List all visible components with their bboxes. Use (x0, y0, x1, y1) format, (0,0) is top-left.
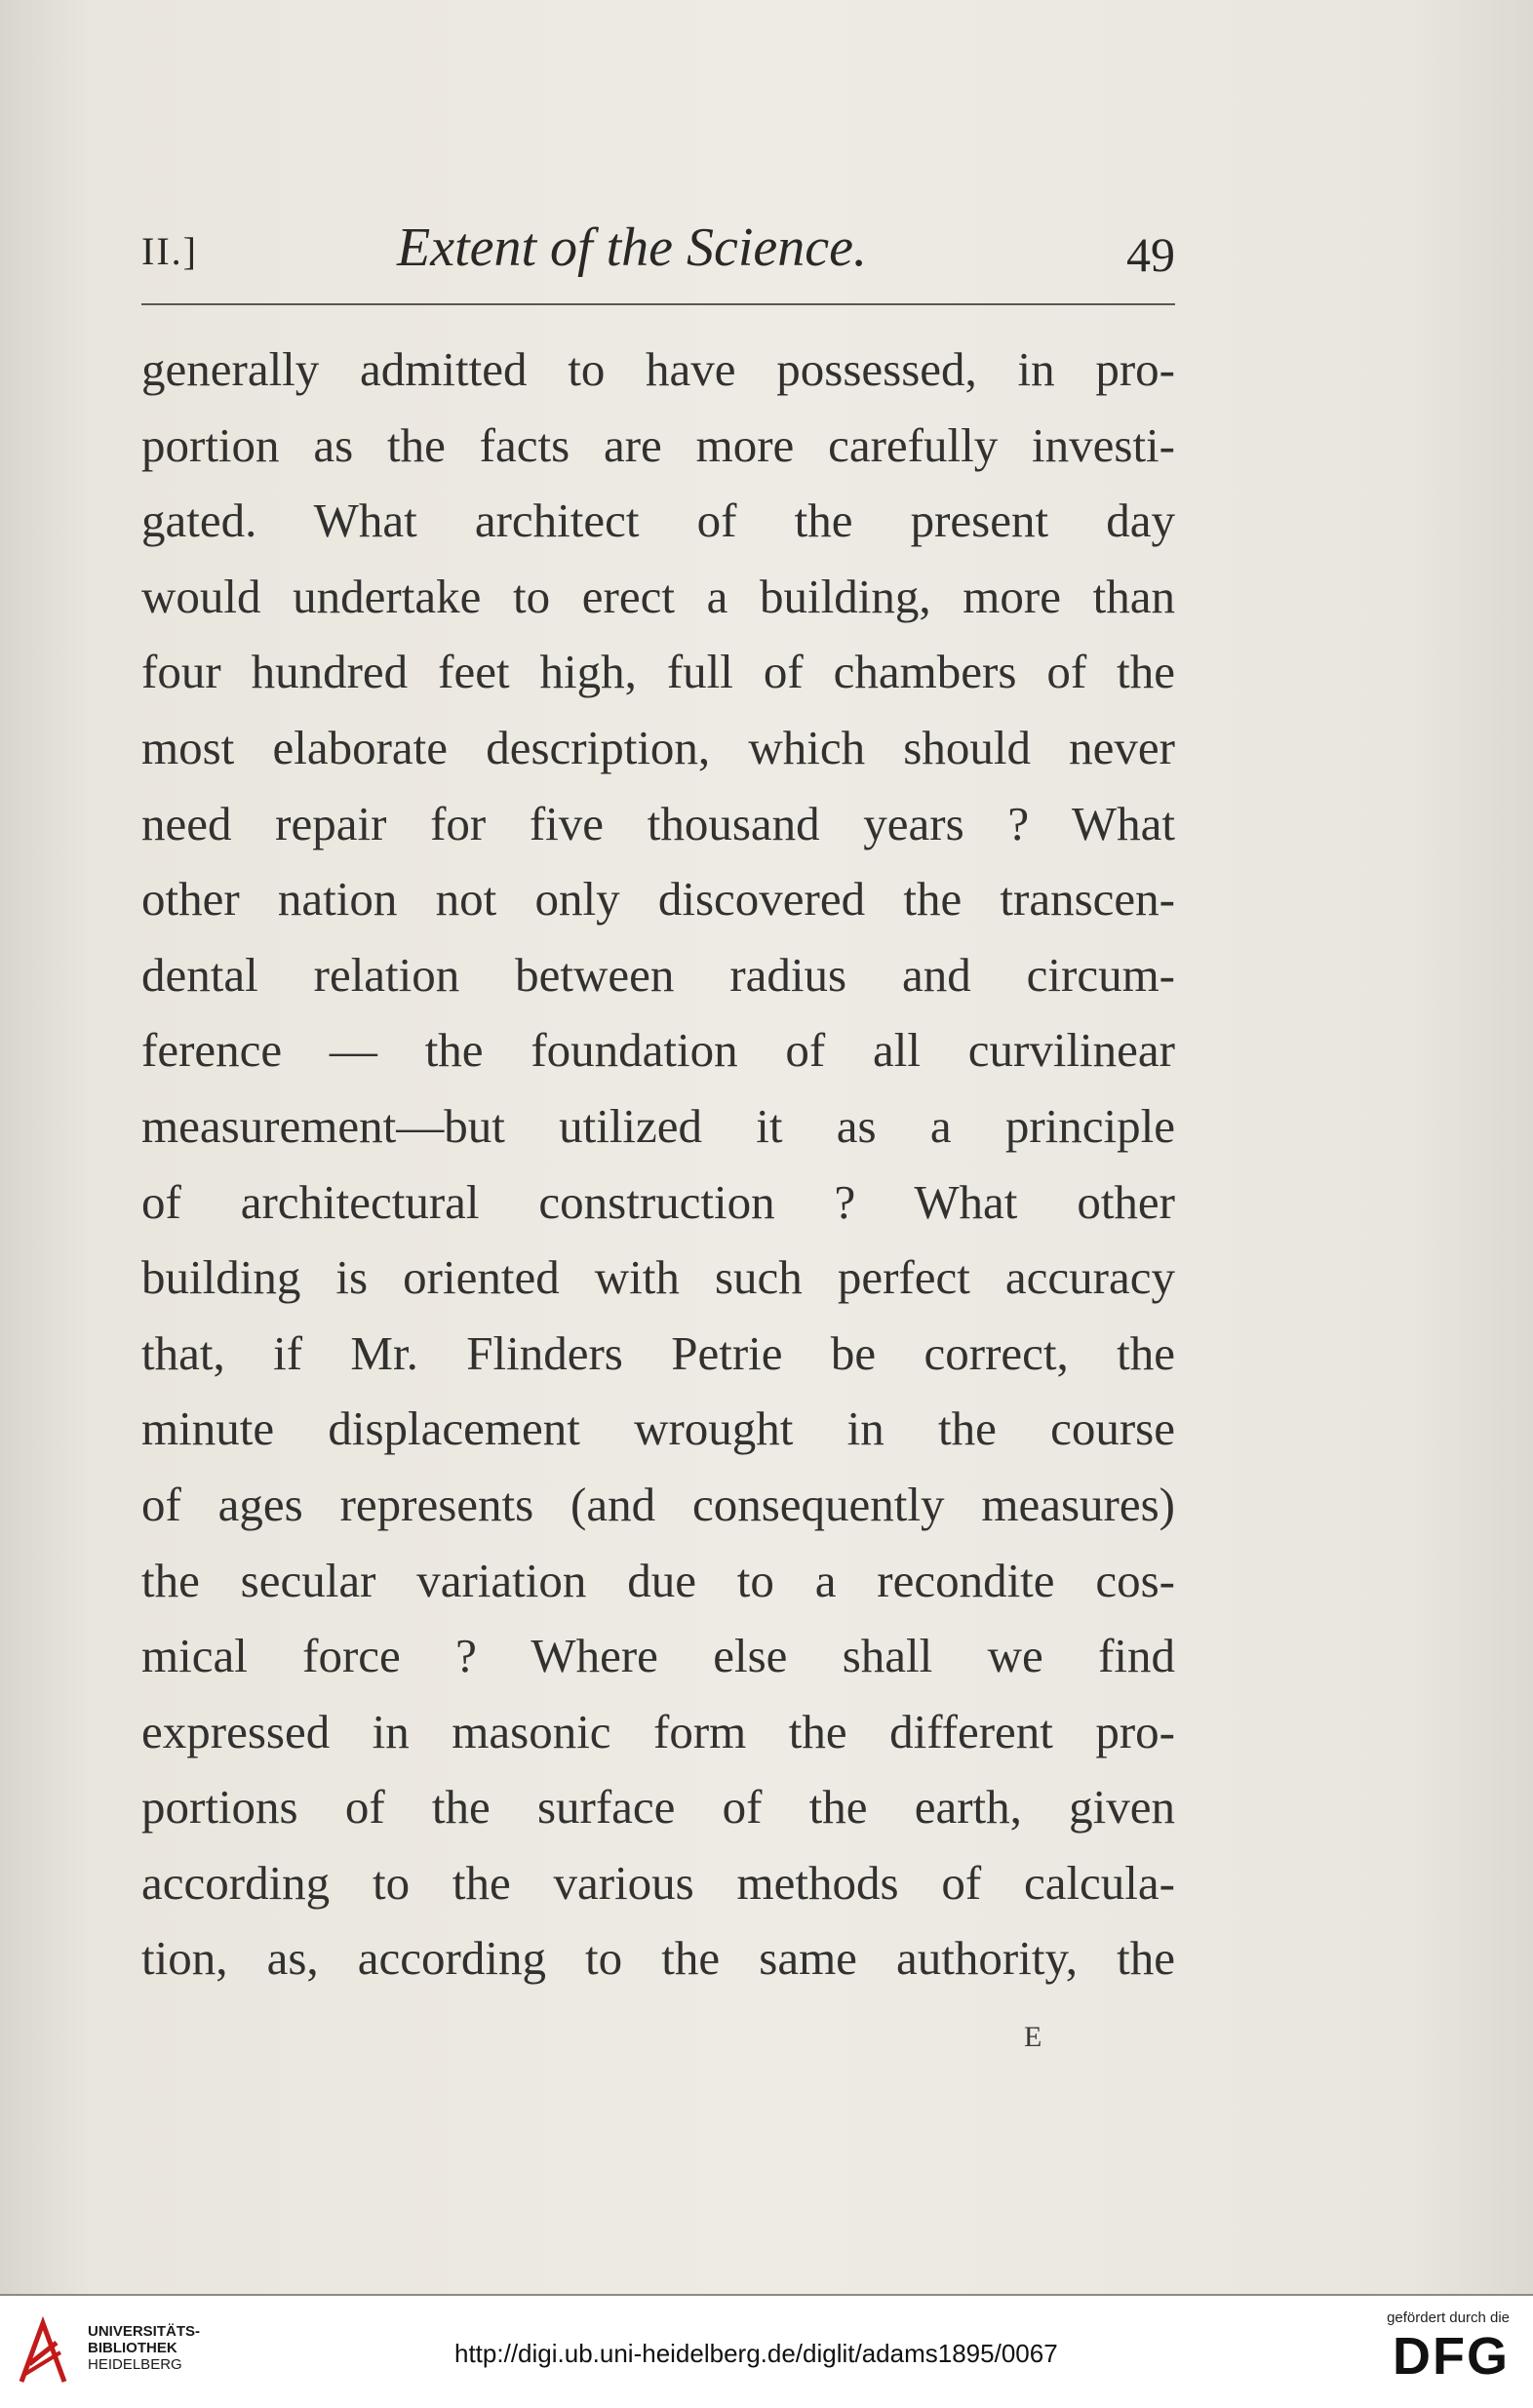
header-rule (141, 303, 1175, 305)
text-line: ference — the foundation of all curvilinear (141, 1023, 1175, 1078)
chapter-number: II.] (141, 229, 198, 273)
text-line: building is oriented with such perfect accuracy (141, 1250, 1175, 1305)
library-logo-icon (14, 2313, 72, 2391)
text-line: expressed in masonic form the different pro- (141, 1704, 1175, 1758)
permalink-url[interactable]: http://digi.ub.uni-heidelberg.de/diglit/adams1895/0067 (454, 2339, 1058, 2368)
text-line: portion as the facts are more carefully investi- (141, 417, 1175, 472)
dfg-logo: DFG (1393, 2327, 1510, 2386)
library-name-line: UNIVERSITÄTS- (88, 2323, 201, 2340)
text-line: dental relation between radius and circum- (141, 947, 1175, 1002)
text-line: of ages represents (and consequently measures) (141, 1477, 1175, 1531)
funding-credit (1373, 2309, 1510, 2385)
funded-by-label: gefördert durch die (1387, 2309, 1510, 2326)
page-number: 49 (1126, 227, 1175, 282)
text-line: the secular variation due to a recondite cos- (141, 1553, 1175, 1607)
running-header (141, 217, 1175, 285)
text-line: most elaborate description, which should never (141, 720, 1175, 774)
body-text (141, 332, 1175, 1996)
library-name (88, 2323, 200, 2373)
text-line: portions of the surface of the earth, given (141, 1780, 1175, 1835)
text-line: four hundred feet high, full of chambers of the (141, 645, 1175, 699)
text-line: would undertake to erect a building, more than (141, 569, 1175, 623)
text-line: generally admitted to have possessed, in pro- (141, 342, 1175, 396)
text-line: mical force ? Where else shall we find (141, 1629, 1175, 1683)
text-line: according to the various methods of calcula- (141, 1855, 1175, 1910)
text-line: measurement—but utilized it as a principle (141, 1098, 1175, 1153)
running-title: Extent of the Science. (397, 217, 867, 278)
library-name-line: HEIDELBERG (88, 2356, 182, 2373)
text-line: of architectural construction ? What other (141, 1174, 1175, 1229)
text-line: gated. What architect of the present day (141, 493, 1175, 548)
text-line: other nation not only discovered the transcen- (141, 872, 1175, 927)
text-line: that, if Mr. Flinders Petrie be correct, the (141, 1325, 1175, 1380)
text-line: minute displacement wrought in the course (141, 1401, 1175, 1456)
library-name-line: BIBLIOTHEK (88, 2340, 177, 2356)
text-line: tion, as, according to the same authority, the (141, 1931, 1175, 1986)
text-line: need repair for five thousand years ? What (141, 796, 1175, 850)
signature-mark: E (1024, 2021, 1042, 2053)
footer-bar (0, 2294, 1533, 2408)
